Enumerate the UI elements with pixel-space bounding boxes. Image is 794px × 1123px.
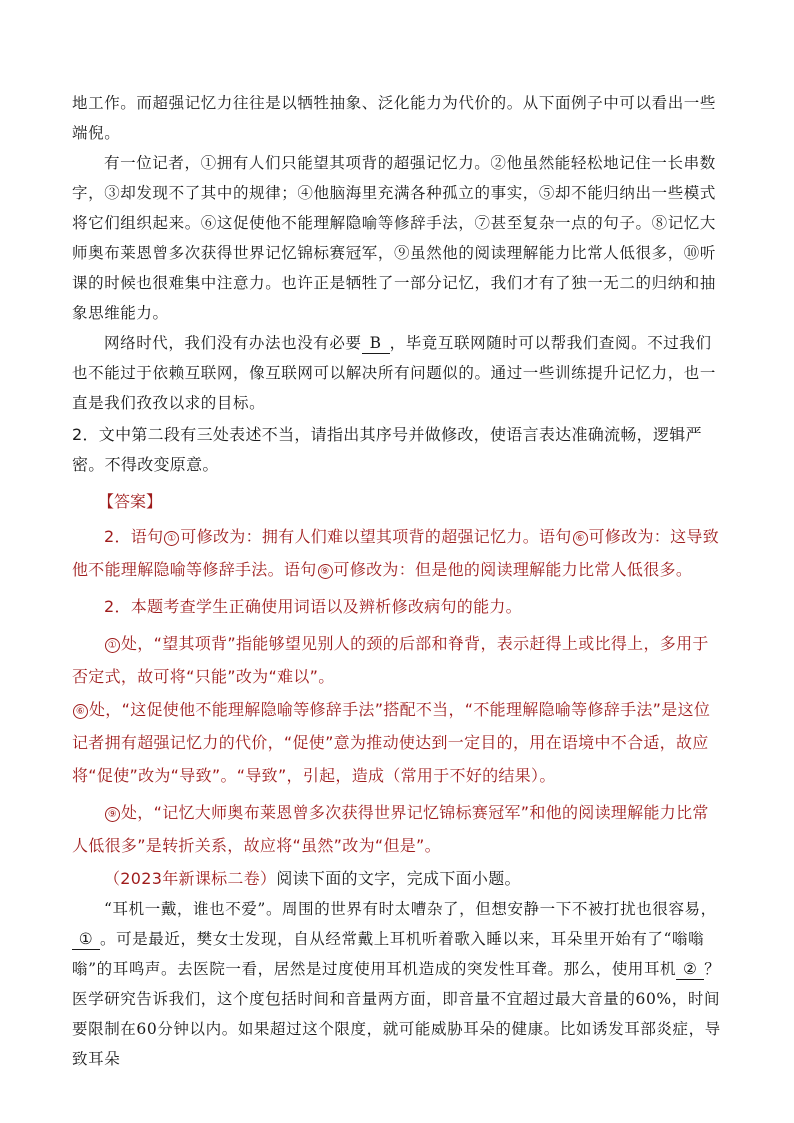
- circled-number-9: ⑨: [318, 564, 333, 579]
- answer-blank-2: ②: [676, 959, 704, 980]
- circled-number-9: ⑨: [105, 807, 120, 822]
- next-passage-part-c: ？医学研究告诉我们，这个度包括时间和音量两方面，即音量不宜超过最大音量的60%，时间要限制在60分钟以内。如果超过这个限度，就可能威胁耳朵的健康。比如诱发耳部炎症，导致耳朵: [72, 960, 721, 1068]
- question-text: 2．文中第二段有三处表述不当，请指出其序号并做修改，使语言表达准确流畅，逻辑严密。不得改变原意。: [72, 425, 702, 474]
- circled-number-6: ⑥: [73, 704, 88, 719]
- analysis-item-1-text: 处，“望其项背”指能够望见别人的颈的后部和脊背，表示赶得上或比得上，多用于否定式，故可将“只能”改为“难以”。: [72, 634, 709, 686]
- next-passage-part-a: “耳机一戴，谁也不爱”。周围的世界有时太嘈杂了，但想安静一下不被打扰也很容易，: [104, 900, 717, 918]
- next-passage-part-b: 。可是最近，樊女士发现，自从经常戴上耳机听着歌入睡以来，耳朵里开始有了“嗡嗡嗡”的耳鸣声。去医院一看，居然是过度使用耳机造成的突发性耳聋。那么，使用耳机: [72, 930, 705, 978]
- passage-paragraph-1: 地工作。而超强记忆力往往是以牺牲抽象、泛化能力为代价的。从下面例子中可以看出一些端倪。: [72, 94, 717, 142]
- passage-paragraph-2: 有一位记者，①拥有人们只能望其项背的超强记忆力。②他虽然能轻松地记住一长串数字，③却发现不了其中的规律；④他脑海里充满各种孤立的事实，⑤却不能归纳出一些模式将它们组织起来。⑥这促使他不能理解隐喻等修辞手法，⑦甚至复杂一点的句子。⑧记忆大师奥布莱恩曾多次获得世界记忆锦标赛冠军，⑨虽然他的阅读理解能力比常人低很多，⑩听课的时候也很难集中注意力。也许正是牺牲了一部分记忆，我们才有了独一无二的归纳和抽象思维能力。: [72, 154, 717, 322]
- answer-part-c: 可修改为：这导致他不能理解隐喻等修辞手法。语句: [72, 527, 719, 579]
- passage-p3-after: ，毕竟互联网随时可以帮我们查阅。不过我们也不能过于依赖互联网，像互联网可以解决所有问题似的。通过一些训练提升记忆力，也一直是我们孜孜以求的目标。: [72, 334, 717, 412]
- next-question-header: [72, 864, 722, 894]
- answer-blank-b: B: [362, 333, 390, 354]
- answer-tag: 【答案】: [98, 492, 163, 511]
- analysis-item-1: [72, 627, 722, 693]
- question-instruction: 阅读下面的文字，完成下面小题。: [276, 869, 521, 888]
- passage-paragraph-3: [72, 328, 722, 418]
- answer-part-b: 可修改为：拥有人们难以望其项背的超强记忆力。语句: [180, 527, 572, 546]
- analysis-item-3: [72, 796, 722, 862]
- circled-number-1: ①: [164, 531, 179, 546]
- analysis-item-2: [72, 693, 722, 792]
- analysis-intro: 2．本题考查学生正确使用词语以及辨析修改病句的能力。: [104, 597, 522, 616]
- next-passage-paragraph: [72, 894, 722, 1074]
- analysis-item-3-text: 处，“记忆大师奥布莱恩曾多次获得世界记忆锦标赛冠军”和他的阅读理解能力比常人低很多”是转折关系，故应将“虽然”改为“但是”。: [72, 803, 709, 855]
- answer-blank-1: ①: [72, 929, 100, 950]
- answer-prefix: 2．语句: [104, 527, 164, 546]
- analysis-item-2-text: 处，“这促使他不能理解隐喻等修辞手法”搭配不当，“不能理解隐喻等修辞手法”是这位记者拥有超强记忆力的代价，“促使”意为推动使达到一定目的，用在语境中不合适，故应将“促使”改为“导致”。“导致”，引起，造成（常用于不好的结果）。: [72, 700, 711, 785]
- circled-number-1: ①: [105, 638, 120, 653]
- answer-line: [72, 520, 722, 586]
- question-source: （2023年新课标二卷）: [104, 869, 277, 888]
- answer-part-d: 可修改为：但是他的阅读理解能力比常人低很多。: [333, 560, 693, 579]
- document-page: [72, 88, 722, 1074]
- passage-p3-before: 网络时代，我们没有办法也没有必要: [104, 334, 362, 352]
- circled-number-6: ⑥: [573, 531, 588, 546]
